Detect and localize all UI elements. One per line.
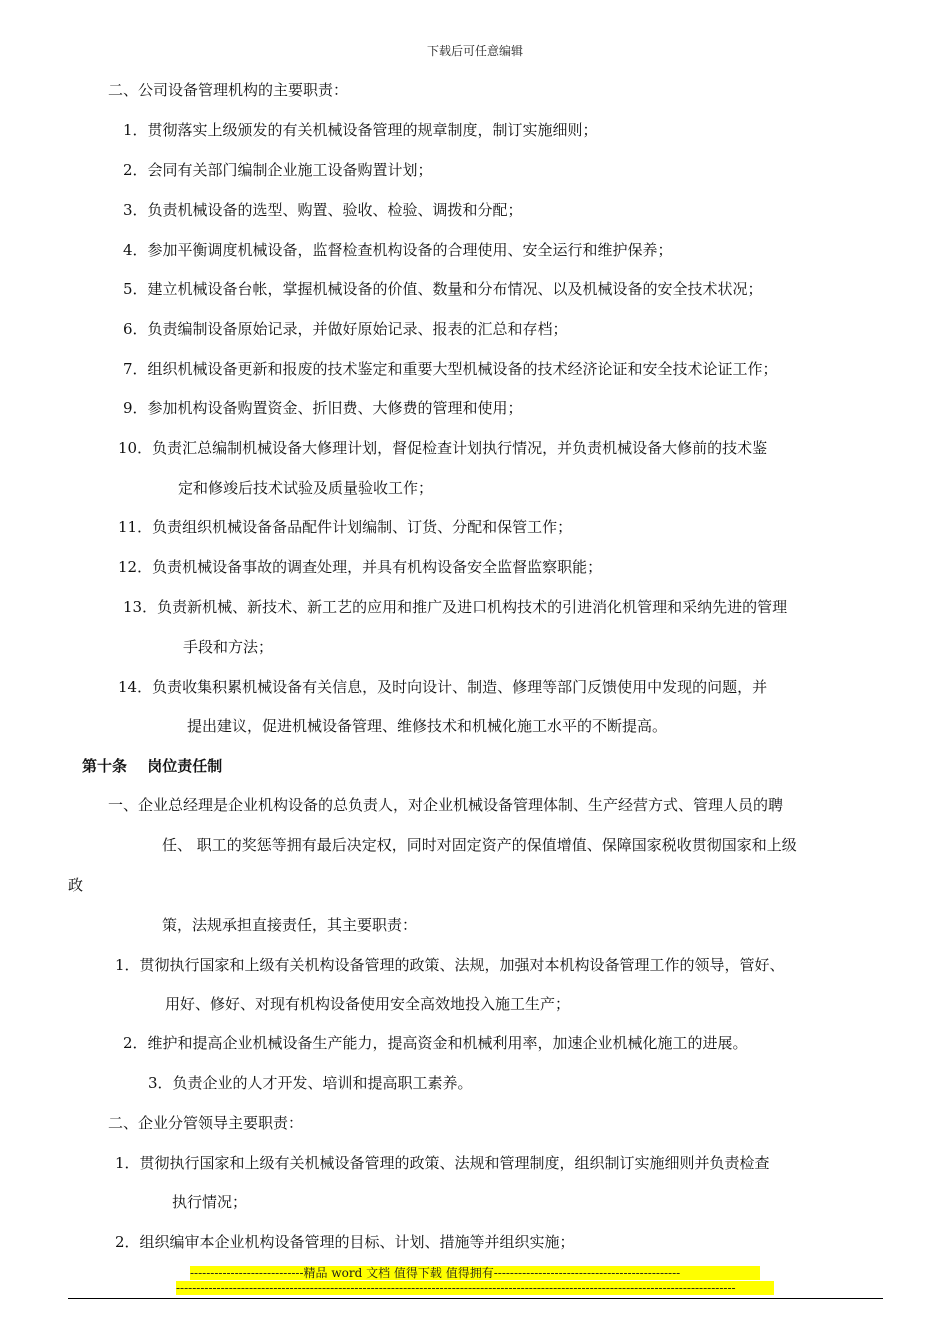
- list-item: 13．负责新机械、新技术、新工艺的应用和推广及进口机构技术的引进消化机管理和采纳先进的管理: [123, 598, 788, 616]
- list-item: 6．负责编制设备原始记录，并做好原始记录、报表的汇总和存档；: [123, 320, 568, 338]
- paragraph-line: 一、企业总经理是企业机构设备的总负责人，对企业机械设备管理体制、生产经营方式、管理人员的聘: [108, 796, 784, 814]
- list-item-continuation: 提出建议，促进机械设备管理、维修技术和机械化施工水平的不断提高。: [187, 717, 668, 735]
- paragraph-line: 政: [68, 876, 84, 894]
- article-heading: 第十条 岗位责任制: [82, 757, 223, 775]
- list-item: 2．组织编审本企业机构设备管理的目标、计划、措施等并组织实施；: [115, 1233, 575, 1251]
- section-title: 二、公司设备管理机构的主要职责：: [108, 81, 349, 99]
- list-item: 5．建立机械设备台帐，掌握机械设备的价值、数量和分布情况、以及机械设备的安全技术状况；: [123, 280, 763, 298]
- paragraph-line: 策，法规承担直接责任，其主要职责：: [162, 916, 418, 934]
- list-item: 2．会同有关部门编制企业施工设备购置计划；: [123, 161, 433, 179]
- paragraph-line: 任、 职工的奖惩等拥有最后决定权，同时对固定资产的保值增值、保障国家税收贯彻国家和上级: [162, 836, 797, 854]
- list-item-continuation: 用好、修好、对现有机构设备使用安全高效地投入施工生产；: [165, 995, 571, 1013]
- list-item: 10．负责汇总编制机械设备大修理计划，督促检查计划执行情况，并负责机械设备大修前的技术鉴: [118, 439, 768, 457]
- list-item: 4．参加平衡调度机械设备，监督检查机构设备的合理使用、安全运行和维护保养；: [123, 241, 673, 259]
- list-item: 1．贯彻落实上级颁发的有关机械设备管理的规章制度，制订实施细则；: [123, 121, 598, 139]
- footer-banner: ----------------------------精品 word 文档 值得下载 值得拥有----------------------------------------------: [190, 1266, 760, 1280]
- list-item-continuation: 执行情况；: [172, 1193, 248, 1211]
- list-item-continuation: 定和修竣后技术试验及质量验收工作；: [178, 479, 434, 497]
- list-item: 7．组织机械设备更新和报废的技术鉴定和重要大型机械设备的技术经济论证和安全技术论证工作；: [123, 360, 778, 378]
- list-item: 3．负责企业的人才开发、培训和提高职工素养。: [148, 1074, 473, 1092]
- list-item: 3．负责机械设备的选型、购置、验收、检验、调拨和分配；: [123, 201, 523, 219]
- page-header: 下载后可任意编辑: [426, 44, 523, 58]
- list-item: 11．负责组织机械设备备品配件计划编制、订货、分配和保管工作；: [118, 518, 573, 536]
- list-item-continuation: 手段和方法；: [183, 638, 274, 656]
- list-item: 14．负责收集积累机械设备有关信息，及时向设计、制造、修理等部门反馈使用中发现的问题，并: [118, 678, 768, 696]
- list-item: 1．贯彻执行国家和上级有关机械设备管理的政策、法规和管理制度，组织制订实施细则并负责检查: [115, 1154, 770, 1172]
- list-item: 2．维护和提高企业机械设备生产能力，提高资金和机械利用率，加速企业机械化施工的进展。: [123, 1034, 748, 1052]
- footer-rule: [68, 1298, 883, 1299]
- footer-banner-dashes: ------------------------------------------------------------------------------------------------------------------------------------------: [176, 1281, 774, 1295]
- list-item: 12．负责机械设备事故的调查处理，并具有机构设备安全监督监察职能；: [118, 558, 603, 576]
- list-item: 1．贯彻执行国家和上级有关机构设备管理的政策、法规，加强对本机构设备管理工作的领导，管好、: [115, 956, 785, 974]
- list-item: 9．参加机构设备购置资金、折旧费、大修费的管理和使用；: [123, 399, 523, 417]
- section-title: 二、企业分管领导主要职责：: [108, 1114, 304, 1132]
